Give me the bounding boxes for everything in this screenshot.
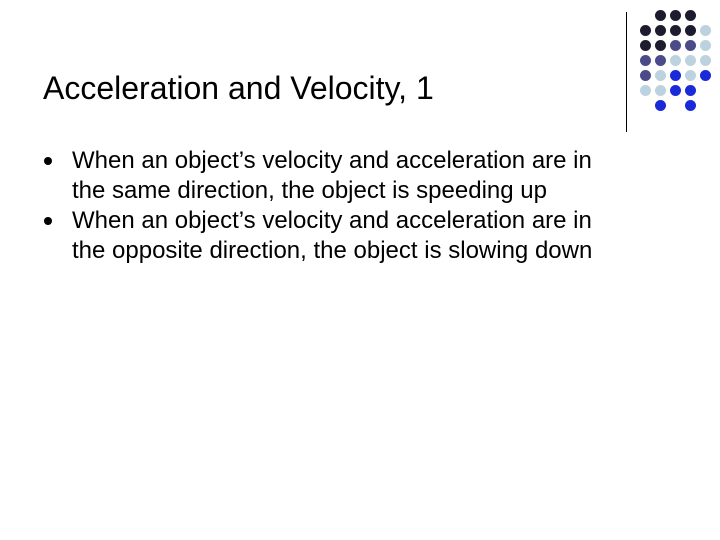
bullet-marker-icon bbox=[44, 157, 52, 165]
bullet-text: When an object’s velocity and acceleration are in the opposite direction, the object is slowing down bbox=[72, 207, 593, 264]
decorative-dot bbox=[655, 55, 666, 66]
decorative-dot bbox=[685, 70, 696, 81]
decorative-dot bbox=[655, 85, 666, 96]
decorative-dot bbox=[655, 10, 666, 21]
bullet-item bbox=[44, 146, 624, 206]
decorative-dot bbox=[640, 55, 651, 66]
decorative-dot bbox=[670, 70, 681, 81]
bullet-marker-icon bbox=[44, 217, 52, 225]
bullet-list bbox=[44, 146, 624, 266]
decorative-dot bbox=[655, 25, 666, 36]
decorative-dot bbox=[640, 25, 651, 36]
decorative-dot bbox=[640, 85, 651, 96]
slide-title: Acceleration and Velocity, 1 bbox=[43, 70, 434, 106]
decorative-dot bbox=[685, 40, 696, 51]
decorative-dot bbox=[670, 10, 681, 21]
decorative-dot bbox=[700, 55, 711, 66]
decorative-dot bbox=[700, 40, 711, 51]
decorative-dot-grid bbox=[640, 10, 720, 120]
decorative-dot bbox=[670, 55, 681, 66]
decorative-dot bbox=[655, 70, 666, 81]
decorative-dot bbox=[670, 40, 681, 51]
title-divider-line bbox=[626, 12, 627, 132]
decorative-dot bbox=[655, 100, 666, 111]
decorative-dot bbox=[685, 55, 696, 66]
decorative-dot bbox=[670, 85, 681, 96]
decorative-dot bbox=[700, 70, 711, 81]
decorative-dot bbox=[685, 10, 696, 21]
bullet-item bbox=[44, 206, 624, 266]
decorative-dot bbox=[640, 70, 651, 81]
decorative-dot bbox=[655, 40, 666, 51]
decorative-dot bbox=[700, 25, 711, 36]
decorative-dot bbox=[685, 25, 696, 36]
bullet-text: When an object’s velocity and acceleration are in the same direction, the object is speeding up bbox=[72, 147, 592, 204]
decorative-dot bbox=[640, 40, 651, 51]
decorative-dot bbox=[670, 25, 681, 36]
decorative-dot bbox=[685, 100, 696, 111]
decorative-dot bbox=[685, 85, 696, 96]
